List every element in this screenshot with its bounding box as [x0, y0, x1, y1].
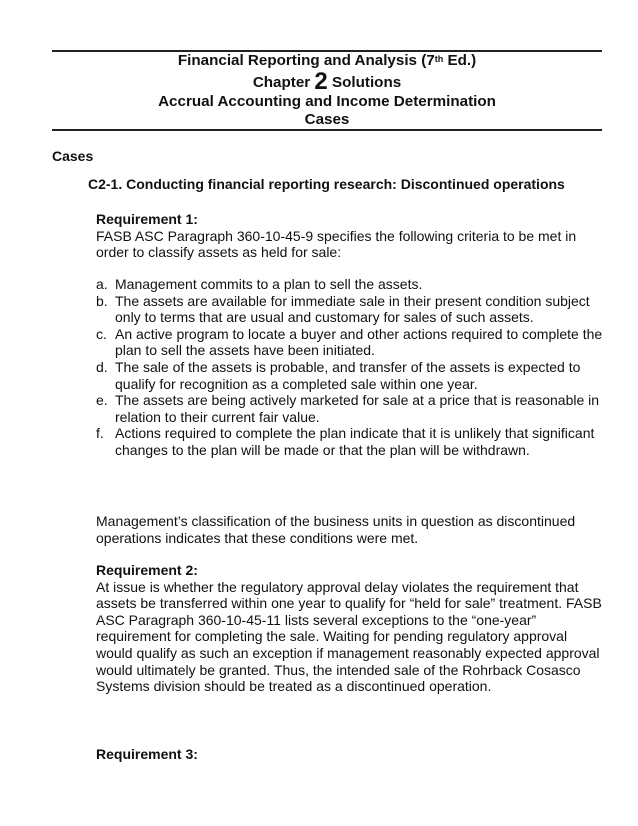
chapter-solutions-label: Solutions: [327, 74, 402, 91]
list-item: [96, 359, 606, 392]
list-marker: d.: [96, 358, 108, 375]
req1-conclusion: Management’s classification of the business units in question as discontinued operations indicates that these conditions were met.: [96, 513, 576, 546]
req1-block: [96, 211, 606, 261]
list-text: The assets are being actively marketed for sale at a price that is reasonable in relation to their current fair value.: [115, 392, 600, 425]
list-marker: c.: [96, 325, 107, 342]
chapter-section-label: Cases: [304, 111, 350, 128]
req2-block: [96, 562, 606, 695]
chapter-number: 2: [314, 68, 328, 95]
chapter-title: [52, 68, 602, 95]
list-item: [96, 276, 606, 293]
req1-intro: FASB ASC Paragraph 360-10-45-9 specifies the following criteria to be met in order to classify assets as held for sale:: [96, 227, 577, 261]
req3-heading: Requirement 3:: [96, 746, 198, 762]
case-title: C2-1. Conducting financial reporting research: Discontinued operations: [88, 176, 565, 192]
book-title-edition: Ed.): [443, 52, 477, 69]
list-item: [96, 293, 606, 326]
req1-heading: Requirement 1:: [96, 211, 198, 227]
list-marker: f.: [96, 425, 104, 442]
book-title-text: Financial Reporting and Analysis (7: [177, 52, 435, 69]
list-marker: e.: [96, 392, 108, 409]
chapter-subtitle: Accrual Accounting and Income Determination: [158, 93, 496, 110]
chapter-label: Chapter: [252, 74, 315, 91]
req2-text: At issue is whether the regulatory approval delay violates the requirement that assets be transferred within one year to qualify for “held for sale” treatment. FASB ASC Paragraph 360-10-45-11 lists several exceptions to the “one-year” requirement for completing the sale. Waiting for pending regulatory approval would qualify as such an exception if management reasonably expected approval would ultimately be granted. Thus, the intended sale of the Rohrback Cosasco Systems division should be treated as a discontinued operation.: [96, 578, 602, 695]
edition-superscript: th: [434, 54, 444, 64]
list-marker: b.: [96, 292, 108, 309]
list-text: The assets are available for immediate sale in their present condition subject only to terms that are usual and customary for sales of such assets.: [115, 292, 590, 326]
list-item: [96, 392, 606, 425]
list-text: An active program to locate a buyer and other actions required to complete the plan to sell the assets have been initiated.: [115, 325, 603, 359]
list-item: [96, 425, 606, 458]
list-text: Management commits to a plan to sell the assets.: [115, 276, 423, 292]
list-text: The sale of the assets is probable, and transfer of the assets is expected to qualify for recognition as a completed sale within one year.: [115, 358, 581, 392]
list-item: [96, 326, 606, 359]
criteria-list: [96, 276, 606, 459]
section-heading: Cases: [52, 148, 94, 164]
req2-heading: Requirement 2:: [96, 562, 198, 578]
list-text: Actions required to complete the plan indicate that it is unlikely that significant changes to the plan will be made or that the plan will be withdrawn.: [115, 425, 595, 458]
list-marker: a.: [96, 276, 108, 292]
header-bottom-rule: [52, 129, 602, 131]
